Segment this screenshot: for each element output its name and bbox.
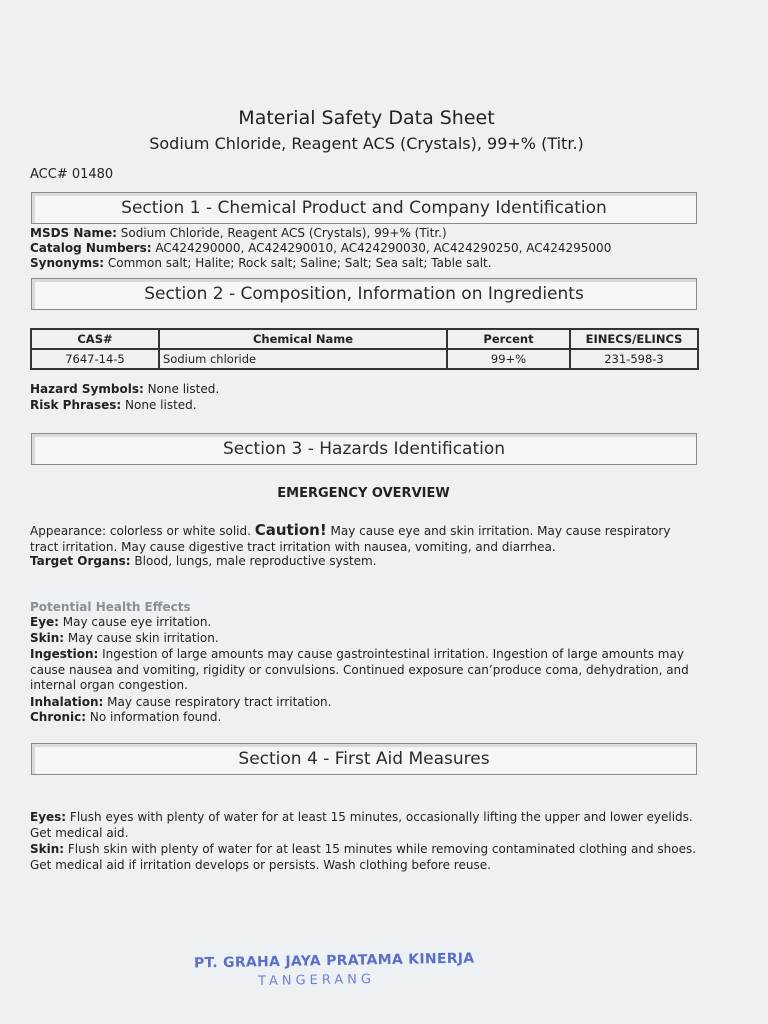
table-header-row	[31, 329, 698, 349]
section-3-heading: Section 3 - Hazards Identification	[31, 433, 697, 465]
header-chemical-name: Chemical Name	[159, 329, 447, 349]
skin-first-aid-value: Flush skin with plenty of water for at least 15 minutes while removing contaminated clothing and shoes. Get medical aid if irritation develops or persists. Wash clothing before reuse.	[30, 842, 697, 872]
hazard-symbols-label: Hazard Symbols:	[30, 382, 144, 396]
target-organs-line	[30, 554, 708, 569]
risk-phrases-line	[30, 398, 708, 413]
document-subtitle: Sodium Chloride, Reagent ACS (Crystals), 99+% (Titr.)	[149, 134, 584, 153]
skin-first-aid-label: Skin:	[30, 842, 65, 856]
cell-chemical-name: Sodium chloride	[159, 349, 447, 369]
chronic-line	[30, 710, 708, 725]
target-organs-label: Target Organs:	[30, 554, 131, 568]
skin-line	[30, 631, 708, 646]
catalog-numbers-value: AC424290000, AC424290010, AC424290030, AC424290250, AC424295000	[151, 241, 612, 255]
cell-percent: 99+%	[447, 349, 570, 369]
caution-label: Caution!	[254, 521, 327, 539]
msds-name-line	[30, 226, 708, 241]
inhalation-label: Inhalation:	[30, 695, 104, 709]
section-1-heading: Section 1 - Chemical Product and Company Identification	[31, 192, 697, 224]
eyes-value: Flush eyes with plenty of water for at least 15 minutes, occasionally lifting the upper and lower eyelids. Get medical aid.	[30, 810, 693, 840]
chronic-label: Chronic:	[30, 710, 87, 724]
skin-first-aid-paragraph	[30, 842, 700, 873]
eye-value: May cause eye irritation.	[58, 615, 212, 629]
cell-einecs: 231-598-3	[570, 349, 698, 369]
header-einecs: EINECS/ELINCS	[570, 329, 698, 349]
eyes-first-aid-paragraph	[30, 810, 700, 841]
risk-phrases-value: None listed.	[121, 398, 197, 412]
catalog-numbers-line	[30, 241, 708, 256]
hazard-symbols-line	[30, 382, 708, 397]
appearance-paragraph	[30, 523, 700, 555]
section-2-heading: Section 2 - Composition, Information on Ingredients	[31, 278, 697, 310]
header-cas: CAS#	[31, 329, 159, 349]
cell-cas: 7647-14-5	[31, 349, 159, 369]
emergency-overview-heading: EMERGENCY OVERVIEW	[277, 486, 450, 501]
inhalation-line	[30, 695, 708, 710]
potential-health-effects-heading: Potential Health Effects	[30, 600, 191, 614]
document-title: Material Safety Data Sheet	[238, 107, 495, 129]
chronic-value: No information found.	[86, 710, 222, 724]
eye-line	[30, 615, 708, 630]
eye-label: Eye:	[30, 615, 59, 629]
company-stamp-name: PT. GRAHA JAYA PRATAMA KINERJA	[193, 950, 475, 972]
catalog-numbers-label: Catalog Numbers:	[30, 241, 152, 255]
ingestion-value: Ingestion of large amounts may cause gastrointestinal irritation. Ingestion of large amounts may cause nausea and vomiting, rigidity or convulsions. Continued exposure can’produce coma, dehydration, and internal organ congestion.	[30, 647, 689, 692]
risk-phrases-label: Risk Phrases:	[30, 398, 122, 412]
ingestion-paragraph	[30, 647, 700, 694]
eyes-label: Eyes:	[30, 810, 67, 824]
target-organs-value: Blood, lungs, male reproductive system.	[130, 554, 377, 568]
msds-name-value: Sodium Chloride, Reagent ACS (Crystals), 99+% (Titr.)	[116, 226, 447, 240]
msds-name-label: MSDS Name:	[30, 226, 117, 240]
skin-label: Skin:	[30, 631, 65, 645]
appearance-text-pre: Appearance: colorless or white solid.	[30, 524, 255, 538]
appearance-text-post: May cause eye and skin irritation. May cause respiratory tract irritation. May cause digestive tract irritation with nausea, vomiting, and diarrhea.	[30, 524, 671, 554]
ingredients-table	[30, 328, 699, 370]
acc-number: ACC# 01480	[30, 167, 114, 182]
header-percent: Percent	[447, 329, 570, 349]
section-4-heading: Section 4 - First Aid Measures	[31, 743, 697, 775]
table-row	[31, 349, 698, 369]
ingestion-label: Ingestion:	[30, 647, 99, 661]
inhalation-value: May cause respiratory tract irritation.	[103, 695, 332, 709]
company-stamp-city: TANGERANG	[257, 971, 376, 990]
synonyms-line	[30, 256, 708, 271]
hazard-symbols-value: None listed.	[143, 382, 220, 396]
synonyms-value: Common salt; Halite; Rock salt; Saline; Salt; Sea salt; Table salt.	[104, 256, 492, 270]
synonyms-label: Synonyms:	[30, 256, 105, 270]
skin-value: May cause skin irritation.	[64, 631, 219, 645]
